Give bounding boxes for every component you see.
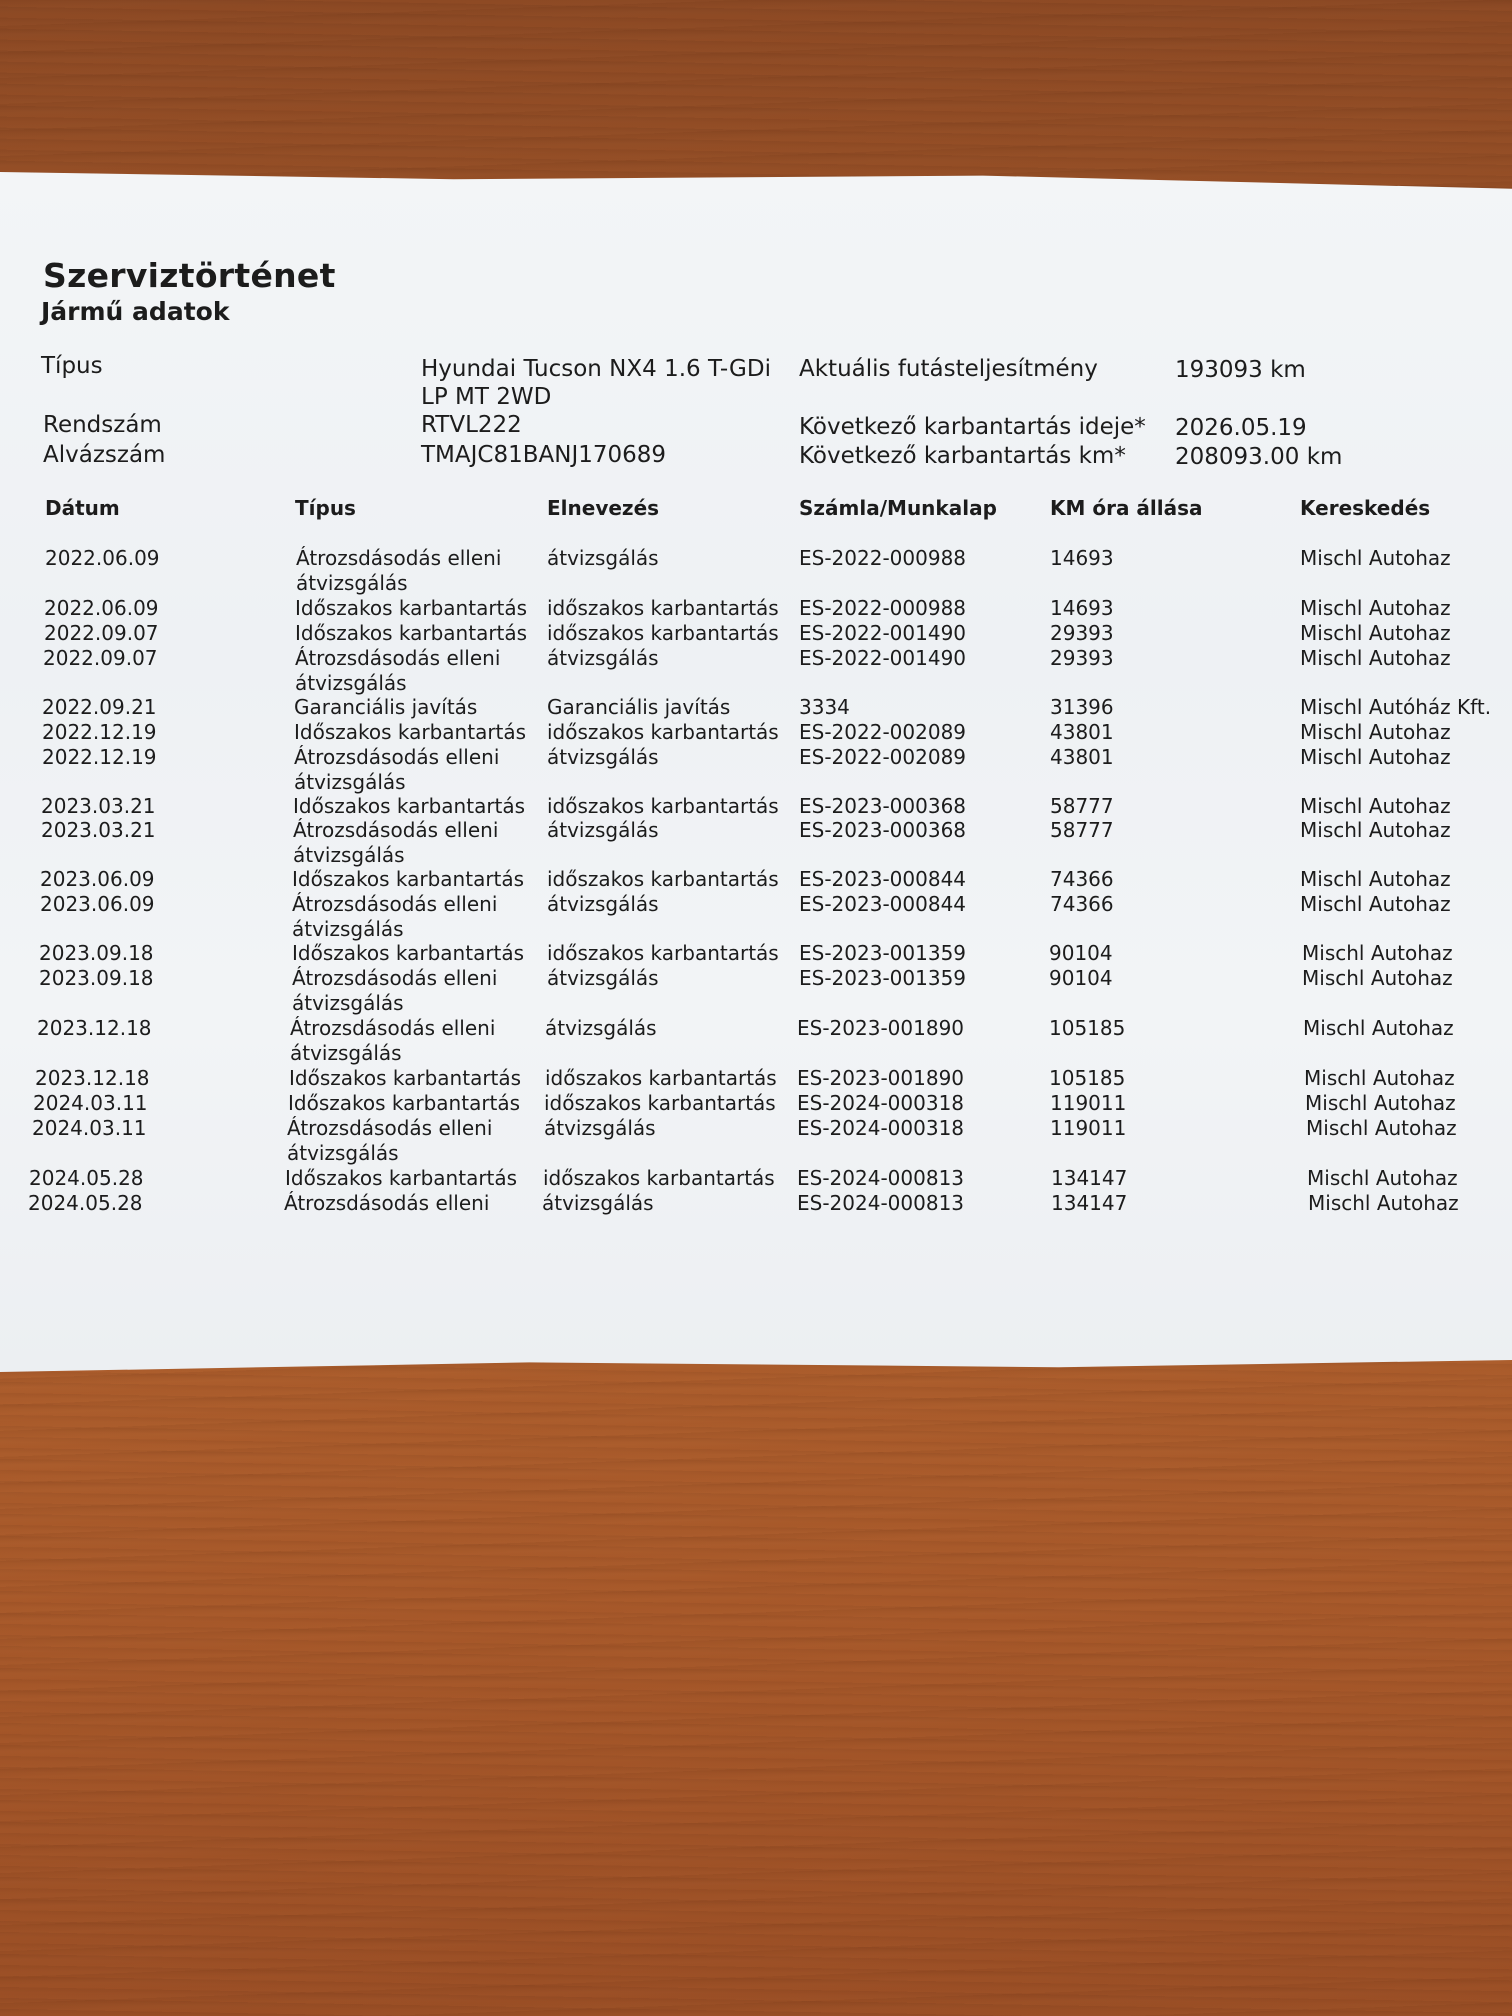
row-dealer: Mischl Autohaz (1300, 646, 1451, 670)
row-km: 74366 (1050, 867, 1114, 891)
row-dealer: Mischl Autohaz (1307, 1166, 1458, 1190)
vin-label: Alvázszám (43, 442, 166, 468)
next-service-date-value: 2026.05.19 (1175, 415, 1307, 441)
row-type: Időszakos karbantartás (295, 596, 528, 620)
row-date: 2022.12.19 (42, 745, 157, 769)
row-date: 2024.03.11 (33, 1091, 148, 1115)
header-type: Típus (295, 496, 356, 520)
row-km: 74366 (1050, 892, 1114, 916)
row-name: átvizsgálás (545, 1016, 657, 1040)
row-name: átvizsgálás (547, 745, 659, 769)
row-dealer: Mischl Autohaz (1300, 818, 1451, 842)
row-invoice: ES-2024-000318 (797, 1091, 965, 1115)
row-type: Átrozsdásodás elleni átvizsgálás (287, 1116, 493, 1165)
row-km: 119011 (1050, 1116, 1127, 1140)
row-name: átvizsgálás (547, 546, 659, 570)
row-name: időszakos karbantartás (547, 794, 779, 818)
plate-label: Rendszám (43, 412, 162, 438)
row-km: 119011 (1050, 1091, 1127, 1115)
row-invoice: ES-2022-000988 (799, 546, 967, 570)
row-dealer: Mischl Autohaz (1300, 867, 1451, 891)
row-km: 43801 (1050, 745, 1114, 769)
row-km: 58777 (1050, 794, 1114, 818)
row-dealer: Mischl Autohaz (1302, 941, 1453, 965)
row-name: időszakos karbantartás (547, 867, 779, 891)
row-invoice: ES-2023-000844 (799, 892, 967, 916)
row-dealer: Mischl Autohaz (1300, 794, 1451, 818)
row-name: átvizsgálás (547, 966, 659, 990)
row-invoice: ES-2022-002089 (799, 745, 967, 769)
row-date: 2024.05.28 (29, 1166, 144, 1190)
row-invoice: ES-2023-000844 (799, 867, 967, 891)
header-km: KM óra állása (1050, 496, 1203, 520)
row-date: 2023.12.18 (37, 1016, 152, 1040)
row-dealer: Mischl Autohaz (1300, 621, 1451, 645)
row-name: átvizsgálás (547, 646, 659, 670)
mileage-label: Aktuális futásteljesítmény (799, 356, 1098, 382)
next-service-date-label: Következő karbantartás ideje* (799, 414, 1146, 440)
row-invoice: ES-2024-000813 (797, 1166, 965, 1190)
row-type: Időszakos karbantartás (292, 867, 525, 891)
row-name: átvizsgálás (547, 818, 659, 842)
row-dealer: Mischl Autohaz (1300, 596, 1451, 620)
row-km: 90104 (1049, 966, 1113, 990)
row-type: Időszakos karbantartás (292, 941, 525, 965)
row-dealer: Mischl Autohaz (1303, 1016, 1454, 1040)
row-date: 2022.06.09 (45, 546, 160, 570)
row-dealer: Mischl Autohaz (1300, 720, 1451, 744)
row-date: 2023.06.09 (40, 892, 155, 916)
row-type: Időszakos karbantartás (293, 794, 526, 818)
row-name: időszakos karbantartás (547, 596, 779, 620)
row-dealer: Mischl Autohaz (1300, 745, 1451, 769)
row-name: időszakos karbantartás (547, 720, 779, 744)
row-name: átvizsgálás (544, 1116, 656, 1140)
vehicle-type-label: Típus (41, 353, 103, 379)
row-type: Átrozsdásodás elleni átvizsgálás (292, 966, 498, 1015)
header-invoice: Számla/Munkalap (799, 496, 997, 520)
vehicle-type-value: Hyundai Tucson NX4 1.6 T-GDi LP MT 2WD (421, 356, 771, 410)
row-name: Garanciális javítás (547, 695, 731, 719)
row-invoice: ES-2024-000813 (797, 1191, 965, 1215)
row-type: Időszakos karbantartás (295, 621, 528, 645)
row-invoice: ES-2023-000368 (799, 818, 967, 842)
plate-value: RTVL222 (421, 412, 522, 438)
row-name: időszakos karbantartás (547, 941, 779, 965)
row-invoice: ES-2022-002089 (799, 720, 967, 744)
row-km: 105185 (1049, 1066, 1126, 1090)
row-type: Átrozsdásodás elleni átvizsgálás (293, 818, 499, 867)
row-name: időszakos karbantartás (544, 1091, 776, 1115)
row-date: 2022.09.21 (42, 695, 157, 719)
row-dealer: Mischl Autohaz (1300, 892, 1451, 916)
row-date: 2023.09.18 (39, 941, 154, 965)
table-row (0, 1191, 1512, 1251)
vin-value: TMAJC81BANJ170689 (421, 442, 667, 468)
row-dealer: Mischl Autohaz (1304, 1066, 1455, 1090)
next-service-km-label: Következő karbantartás km* (799, 443, 1126, 469)
row-km: 58777 (1050, 818, 1114, 842)
row-type: Időszakos karbantartás (285, 1166, 518, 1190)
mileage-value: 193093 km (1175, 357, 1306, 383)
row-invoice: ES-2022-000988 (799, 596, 967, 620)
row-date: 2022.06.09 (44, 596, 159, 620)
row-km: 29393 (1050, 646, 1114, 670)
row-type: Átrozsdásodás elleni átvizsgálás (296, 546, 502, 595)
row-type: Időszakos karbantartás (289, 1066, 522, 1090)
row-dealer: Mischl Autohaz (1306, 1116, 1457, 1140)
row-date: 2023.12.18 (35, 1066, 150, 1090)
row-km: 29393 (1050, 621, 1114, 645)
document-title: Szerviztörténet (43, 256, 336, 295)
row-invoice: ES-2022-001490 (799, 646, 967, 670)
row-date: 2024.03.11 (32, 1116, 147, 1140)
row-km: 134147 (1051, 1166, 1128, 1190)
row-name: átvizsgálás (547, 892, 659, 916)
row-dealer: Mischl Autohaz (1302, 966, 1453, 990)
row-type: Átrozsdásodás elleni (284, 1191, 490, 1215)
header-date: Dátum (45, 496, 120, 520)
row-km: 134147 (1051, 1191, 1128, 1215)
row-name: időszakos karbantartás (545, 1066, 777, 1090)
header-name: Elnevezés (547, 496, 660, 520)
row-dealer: Mischl Autohaz (1300, 546, 1451, 570)
row-km: 14693 (1050, 546, 1114, 570)
row-type: Átrozsdásodás elleni átvizsgálás (295, 646, 501, 695)
row-type: Átrozsdásodás elleni átvizsgálás (294, 745, 500, 794)
row-date: 2023.09.18 (39, 966, 154, 990)
row-invoice: ES-2023-001890 (797, 1066, 965, 1090)
row-invoice: ES-2023-001890 (797, 1016, 965, 1040)
row-name: átvizsgálás (542, 1191, 654, 1215)
row-km: 31396 (1050, 695, 1114, 719)
row-date: 2022.09.07 (43, 646, 158, 670)
row-type: Időszakos karbantartás (294, 720, 527, 744)
row-dealer: Mischl Autohaz (1305, 1091, 1456, 1115)
row-name: időszakos karbantartás (543, 1166, 775, 1190)
row-type: Időszakos karbantartás (288, 1091, 521, 1115)
row-date: 2023.06.09 (40, 867, 155, 891)
row-dealer: Mischl Autóház Kft. (1300, 695, 1492, 719)
row-dealer: Mischl Autohaz (1308, 1191, 1459, 1215)
row-date: 2023.03.21 (41, 818, 156, 842)
row-date: 2022.09.07 (44, 621, 159, 645)
row-type: Átrozsdásodás elleni átvizsgálás (290, 1016, 496, 1065)
row-date: 2024.05.28 (28, 1191, 143, 1215)
row-invoice: 3334 (799, 695, 850, 719)
row-invoice: ES-2023-001359 (799, 966, 967, 990)
section-title-vehicle-data: Jármű adatok (41, 297, 230, 326)
row-invoice: ES-2022-001490 (799, 621, 967, 645)
row-km: 43801 (1050, 720, 1114, 744)
row-date: 2022.12.19 (42, 720, 157, 744)
row-type: Garanciális javítás (294, 695, 478, 719)
row-name: időszakos karbantartás (547, 621, 779, 645)
row-invoice: ES-2024-000318 (797, 1116, 965, 1140)
row-km: 14693 (1050, 596, 1114, 620)
row-km: 105185 (1049, 1016, 1126, 1040)
next-service-km-value: 208093.00 km (1175, 444, 1343, 470)
row-km: 90104 (1049, 941, 1113, 965)
row-invoice: ES-2023-001359 (799, 941, 967, 965)
row-invoice: ES-2023-000368 (799, 794, 967, 818)
header-dealer: Kereskedés (1300, 496, 1431, 520)
row-date: 2023.03.21 (41, 794, 156, 818)
row-type: Átrozsdásodás elleni átvizsgálás (292, 892, 498, 941)
